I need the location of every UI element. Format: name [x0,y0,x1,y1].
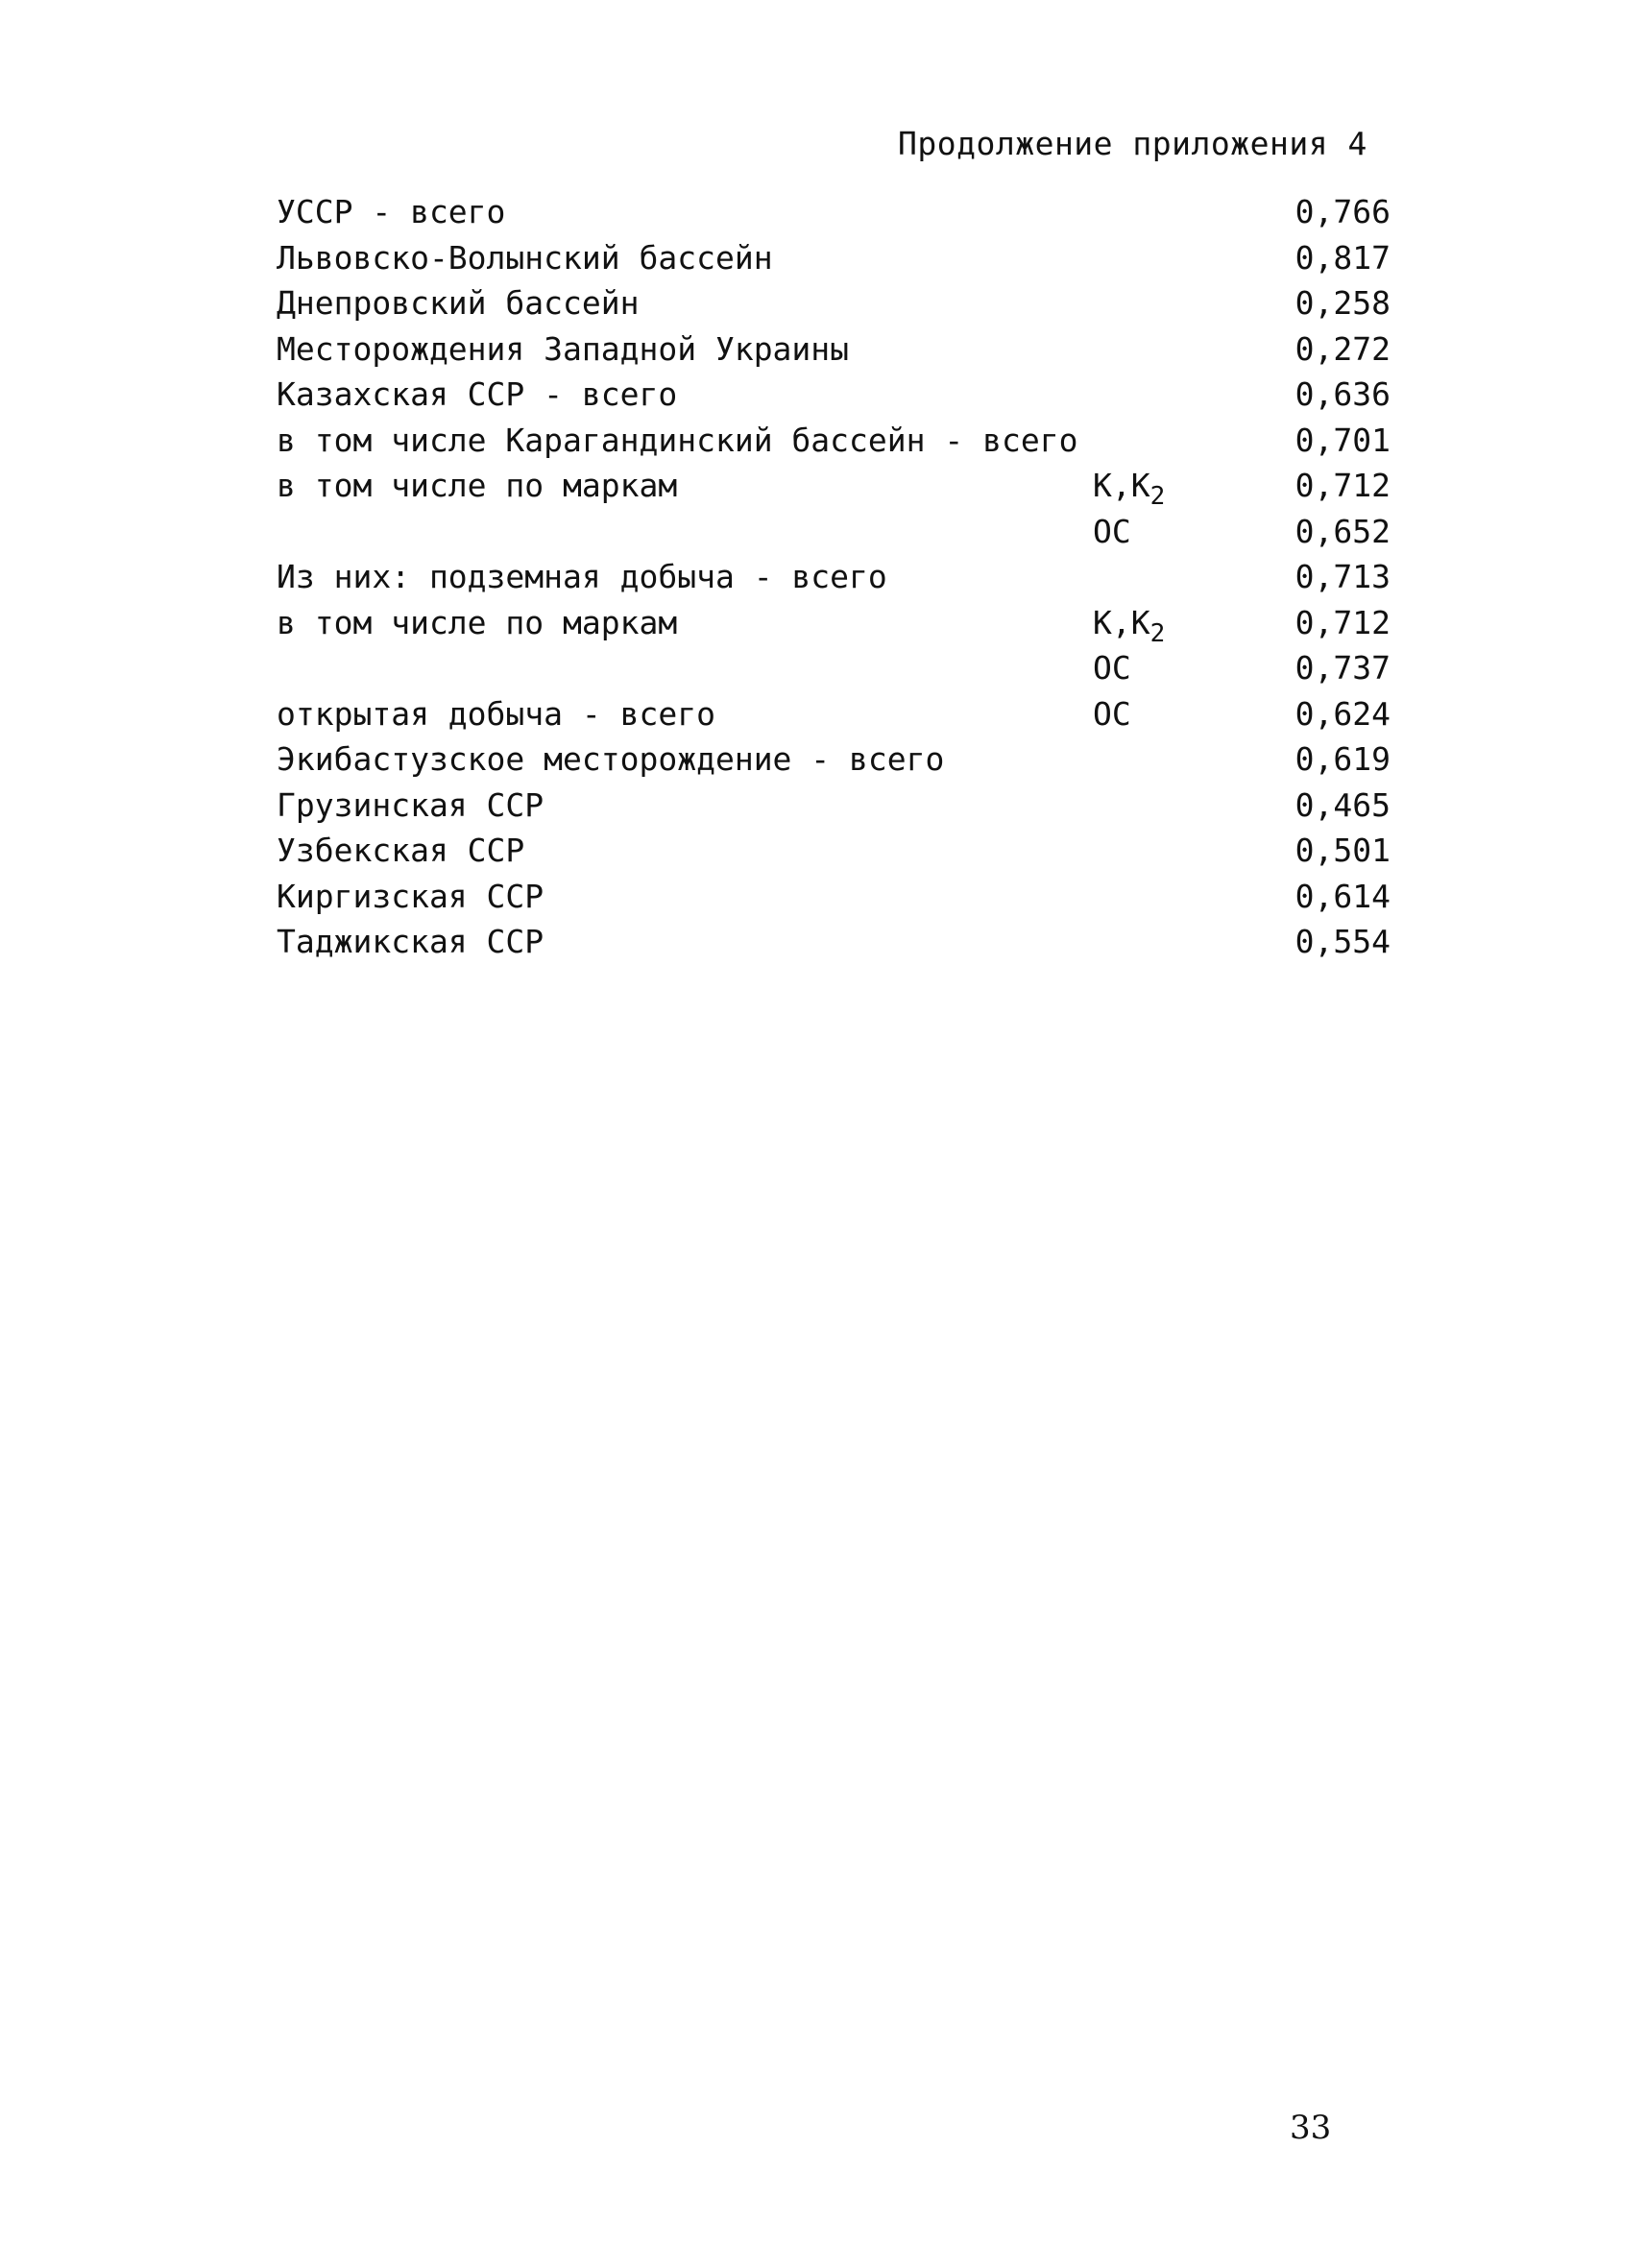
table-row [277,326,1391,373]
row-label: Месторождения Западной Украины [277,329,850,368]
row-grade: ОС [1093,694,1131,733]
row-value: 0,624 [1294,694,1391,733]
table-row [277,783,1391,829]
row-grade: $К,К_2$ [1093,603,1166,648]
row-label: открытая добыча - всего [277,694,715,733]
table-row [277,919,1391,965]
row-value: 0,272 [1294,329,1391,368]
row-grade: ОС [1093,649,1131,687]
row-label: Днепровский бассейн [277,284,640,322]
row-value: 0,619 [1294,740,1391,778]
table-row [277,691,1391,737]
row-grade: $К,К_2$ [1093,467,1166,511]
table-row [277,554,1391,600]
table-row [277,509,1391,555]
row-label: УССР - всего [277,193,506,230]
row-value: 0,636 [1294,375,1391,413]
row-value: 0,501 [1294,832,1391,869]
row-value: 0,817 [1294,238,1391,277]
row-label: в том числе Карагандинский бассейн - всего [277,421,1078,459]
table-row [277,372,1391,418]
table-row [277,645,1391,691]
table-row [277,736,1391,783]
coefficient-table [277,189,1391,965]
row-label: Экибастузское месторождение - всего [277,740,945,778]
row-value: 0,614 [1294,877,1391,915]
row-value: 0,737 [1294,649,1391,687]
table-row [277,189,1391,235]
appendix-continuation-caption: Продолжение приложения 4 [898,125,1367,162]
row-value: 0,465 [1294,785,1391,824]
row-value: 0,652 [1294,512,1391,550]
row-value: 0,701 [1294,421,1391,459]
row-label: Из них: подземная добыча - всего [277,558,887,595]
row-label: Киргизская ССР [277,877,544,915]
row-value: 0,712 [1294,603,1391,641]
row-value: 0,713 [1294,558,1391,595]
row-label: Узбекская ССР [277,832,525,869]
table-row [277,280,1391,326]
row-label: Грузинская ССР [277,785,544,824]
row-label: в том числе по маркам [277,467,678,504]
row-grade: ОС [1093,512,1131,550]
table-row [277,418,1391,464]
table-row [277,235,1391,281]
row-value: 0,554 [1294,923,1391,960]
row-value: 0,712 [1294,467,1391,504]
table-row [277,828,1391,874]
row-label: в том числе по маркам [277,603,678,641]
row-label: Таджикская ССР [277,923,544,960]
table-row [277,463,1391,509]
row-value: 0,766 [1294,193,1391,230]
table-row [277,600,1391,646]
page-number: 33 [1290,2109,1332,2147]
row-label: Казахская ССР - всего [277,375,678,413]
row-value: 0,258 [1294,284,1391,322]
table-row [277,874,1391,920]
row-label: Львовско-Волынский бассейн [277,238,773,277]
